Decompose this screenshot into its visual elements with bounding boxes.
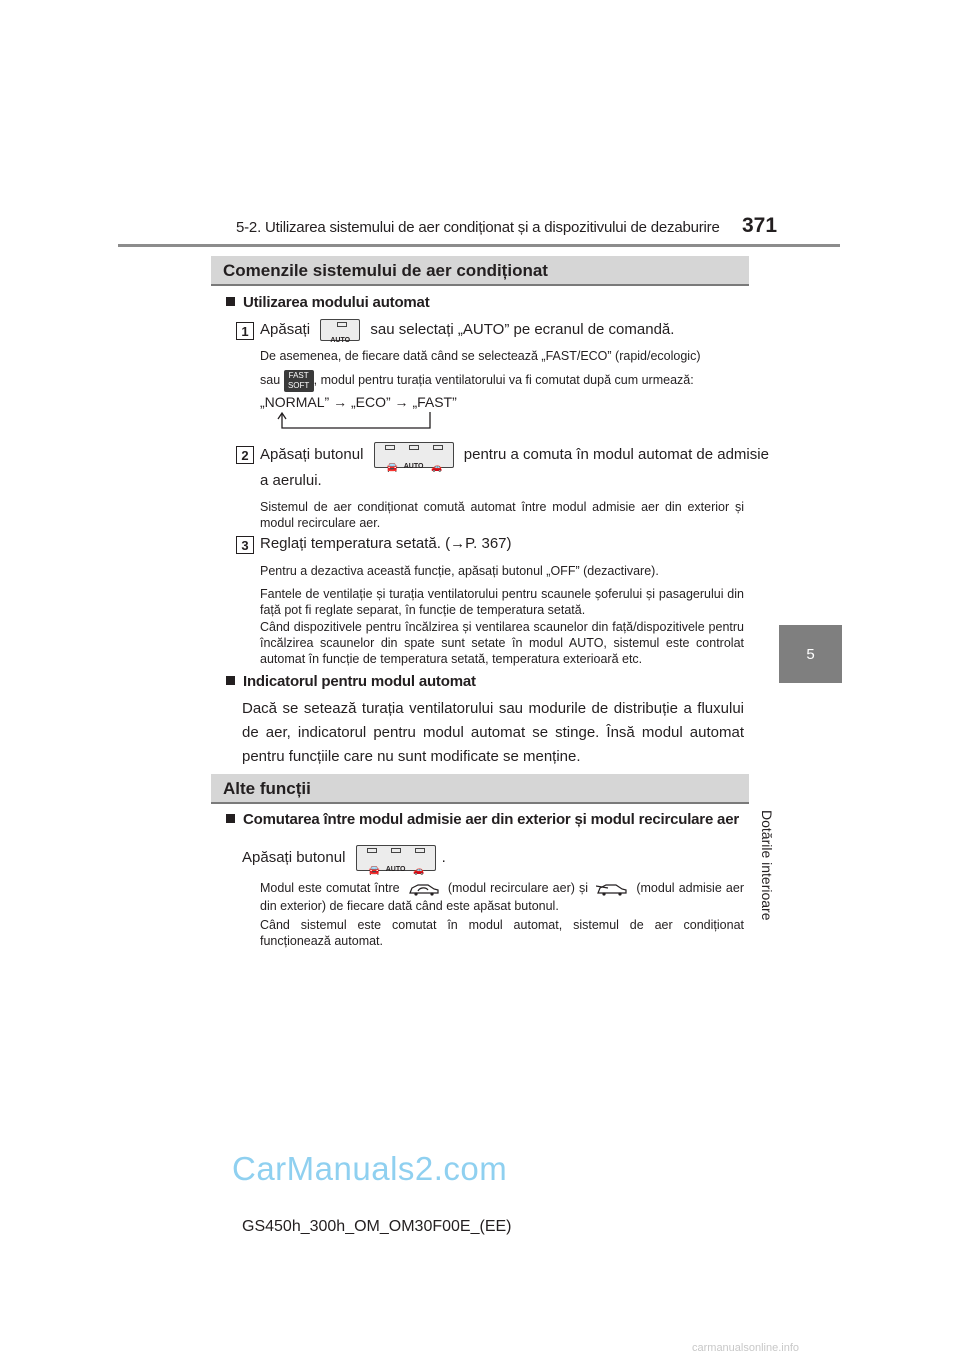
note-b-before: sau bbox=[260, 373, 281, 387]
watermark-logo: CarManuals2.com bbox=[232, 1150, 508, 1187]
led-icon-2 bbox=[391, 848, 401, 853]
step-number-3: 3 bbox=[236, 536, 254, 554]
note1-part-c: (modul admisie aer din exterior) de fiecare dată când este apăsat butonul. bbox=[260, 881, 744, 913]
step2-text-before: Apăsați butonul bbox=[260, 445, 364, 463]
note-b-after: , modul pentru turația ventilatorului va fi comutat după cum urmează: bbox=[313, 373, 694, 387]
recirculation-car-icon: 🚘 bbox=[368, 865, 380, 875]
step2-text-after: pentru a comuta în modul automat de admisie bbox=[463, 445, 769, 463]
subheading-auto-indicator bbox=[226, 673, 476, 690]
square-bullet-icon bbox=[226, 814, 235, 823]
step1-text-before: Apăsați bbox=[260, 321, 311, 338]
header-rule bbox=[118, 244, 840, 247]
intake-switch-note-2: Când sistemul este comutat în modul automat, sistemul de aer condiționat funcționează automat. bbox=[260, 918, 744, 948]
note1-part-b: (modul recirculare aer) și bbox=[447, 881, 589, 895]
subheading-auto-mode bbox=[226, 294, 430, 311]
indicator-led-icon bbox=[337, 322, 347, 327]
subheading-text: Utilizarea modului automat bbox=[243, 294, 430, 311]
fast-label: FAST bbox=[288, 370, 309, 380]
step1-note-a: De asemenea, de fiecare dată când se selectează „FAST/ECO” (rapid/ecologic) bbox=[260, 349, 701, 363]
document-code: GS450h_300h_OM_OM30F00E_(EE) bbox=[242, 1218, 512, 1235]
led-icon-3 bbox=[415, 848, 425, 853]
soft-label: SOFT bbox=[287, 380, 310, 390]
note1-part-a: Modul este comutat între bbox=[260, 881, 400, 895]
cycle-return-arrow-icon bbox=[270, 410, 434, 432]
instruction-period: . bbox=[441, 848, 446, 866]
intake-switch-note-1 bbox=[260, 879, 744, 915]
recirculation-mode-icon bbox=[408, 882, 440, 896]
auto-indicator-paragraph: Dacă se setează turația ventilatorului sau modurile de distribuție a fluxului de aer, indicatorul pentru modul automat se stinge. Însă modul automat pentru funcțiile care nu sunt modificate se menține. bbox=[242, 700, 744, 765]
step1-text bbox=[260, 318, 675, 345]
step2-text bbox=[260, 442, 769, 472]
chapter-label-wrap bbox=[759, 690, 809, 921]
step3-note-1: Pentru a dezactiva această funcție, apăsați butonul „OFF” (dezactivare). bbox=[260, 564, 659, 578]
fan-cycle-sequence: „NORMAL” → „ECO” → „FAST” bbox=[260, 394, 457, 410]
fresh-air-car-icon: 🚗 bbox=[431, 462, 443, 472]
section-heading-controls: Comenzile sistemului de aer condiționat bbox=[211, 256, 749, 286]
step1-text-after: sau selectați „AUTO” pe ecranul de comandă. bbox=[370, 321, 675, 338]
step2-text-line2: a aerului. bbox=[260, 472, 322, 489]
fast-soft-button-icon bbox=[284, 370, 314, 392]
step-number-2: 2 bbox=[236, 446, 254, 464]
led-icon-2 bbox=[409, 445, 419, 450]
chapter-tab bbox=[779, 625, 842, 683]
subheading-text: Indicatorul pentru modul automat bbox=[243, 673, 476, 690]
running-header: 5-2. Utilizarea sistemului de aer condiționat și a dispozitivului de dezaburire bbox=[236, 219, 720, 236]
intake-button-icon bbox=[356, 845, 436, 875]
square-bullet-icon bbox=[226, 676, 235, 685]
corner-watermark: carmanualsonline.info bbox=[692, 1342, 800, 1354]
recirculation-car-icon: 🚘 bbox=[386, 462, 398, 472]
chapter-number: 5 bbox=[806, 645, 815, 663]
led-icon-1 bbox=[385, 445, 395, 450]
step3-note-2: Fantele de ventilație și turația ventilatorului pentru scaunele șoferului și pasagerului din față pot fi reglate separat, în funcție de temperatura setată. bbox=[260, 587, 744, 617]
intake-auto-button-icon bbox=[374, 442, 454, 472]
fresh-air-mode-icon bbox=[596, 882, 628, 896]
auto-button-icon bbox=[320, 319, 360, 345]
step3-note-3: Când dispozitivele pentru încălzirea și ventilarea scaunelor din față/dispozitivele pentru încălzirea scaunelor din spate sunt setate în modul AUTO, sistemul este controlat automat în funcție de temperatura setată, temperatura exterioară etc. bbox=[260, 620, 744, 666]
intake-button-label: AUTO bbox=[385, 866, 406, 873]
instruction-text-before: Apăsați butonul bbox=[242, 848, 346, 866]
step2-note: Sistemul de aer condiționat comută automat între modul admisie aer din exterior și modul recirculare aer. bbox=[260, 500, 744, 530]
step-number-1: 1 bbox=[236, 322, 254, 340]
chapter-label: Dotările interioare bbox=[759, 810, 775, 921]
intake-switch-instruction bbox=[242, 845, 446, 875]
subheading-intake-switch bbox=[226, 811, 739, 828]
auto-button-label: AUTO bbox=[330, 337, 351, 345]
intake-auto-label: AUTO bbox=[403, 463, 424, 470]
step1-note-b bbox=[260, 368, 744, 392]
fresh-air-car-icon: 🚗 bbox=[413, 865, 425, 875]
subheading-text: Comutarea între modul admisie aer din exterior și modul recirculare aer bbox=[243, 811, 739, 828]
led-icon-1 bbox=[367, 848, 377, 853]
square-bullet-icon bbox=[226, 297, 235, 306]
step3-text: Reglați temperatura setată. (→P. 367) bbox=[260, 535, 512, 552]
page-number: 371 bbox=[742, 214, 778, 237]
led-icon-3 bbox=[433, 445, 443, 450]
section-heading-other-functions: Alte funcții bbox=[211, 774, 749, 804]
